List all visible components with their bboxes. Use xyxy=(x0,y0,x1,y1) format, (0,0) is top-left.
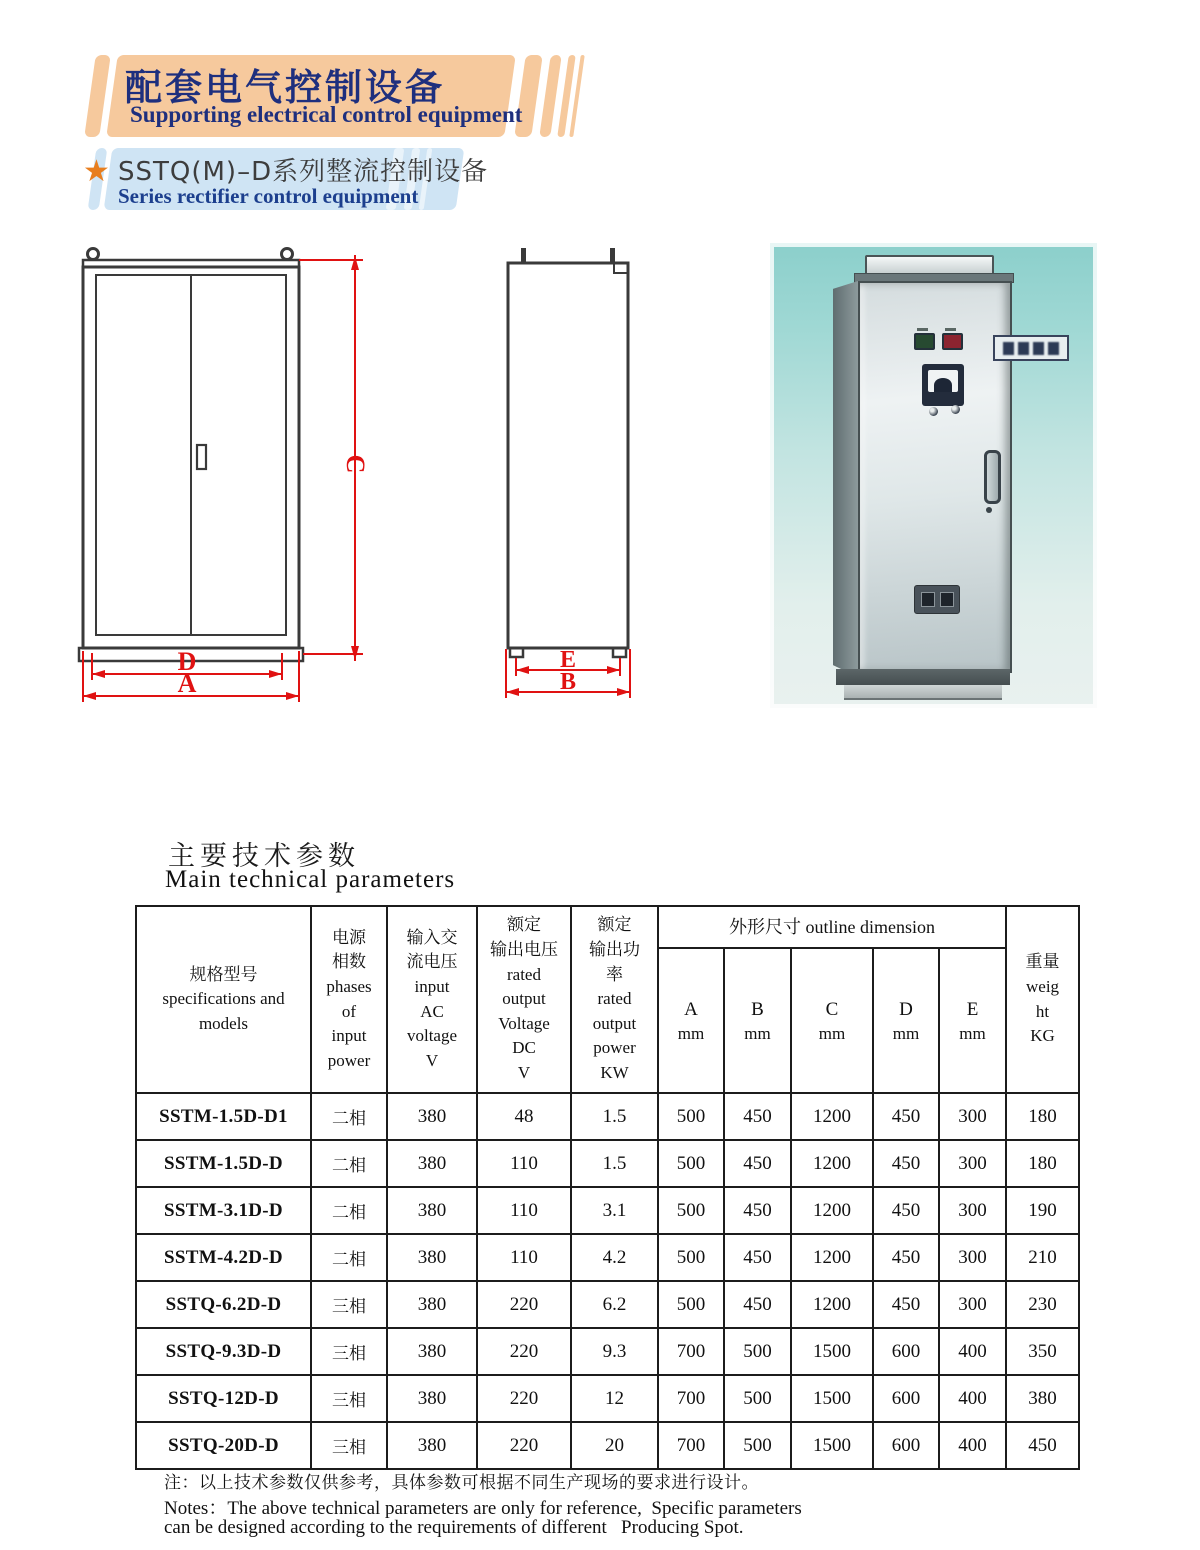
model-cell: SSTM-1.5D-D xyxy=(136,1140,311,1187)
section-title-en: Main technical parameters xyxy=(165,866,456,893)
front-view-drawing xyxy=(60,240,380,710)
col-header-input-voltage: 输入交 流电压 input AC voltage V xyxy=(387,906,477,1093)
table-row: SSTQ-12D-D 三相 380 220 12 700 500 1500 600 400 380 xyxy=(136,1375,1079,1422)
model-cell: SSTQ-20D-D xyxy=(136,1422,311,1469)
col-header-dim-a: A mm xyxy=(658,948,724,1093)
col-header-dim-b: B mm xyxy=(724,948,791,1093)
green-indicator-button xyxy=(914,333,935,350)
model-cell: SSTQ-12D-D xyxy=(136,1375,311,1422)
meter-arc xyxy=(934,378,952,392)
table-row: SSTQ-6.2D-D 三相 380 220 6.2 500 450 1200 450 300 230 xyxy=(136,1281,1079,1328)
col-header-output-voltage: 额定 输出电压 rated output Voltage DC V xyxy=(477,906,571,1093)
model-cell: SSTQ-9.3D-D xyxy=(136,1328,311,1375)
cabinet-side-body xyxy=(508,263,628,648)
door-handle xyxy=(984,450,1001,504)
label-mark xyxy=(945,328,956,331)
red-indicator-button xyxy=(942,333,963,350)
model-cell: SSTM-3.1D-D xyxy=(136,1187,311,1234)
knob xyxy=(929,407,938,416)
dim-label-e: E xyxy=(559,647,577,673)
nameplate-glyph xyxy=(1033,342,1044,355)
col-header-phases: 电源 相数 phases of input power xyxy=(311,906,387,1093)
plate-glyph xyxy=(940,592,954,607)
banner-stripe xyxy=(84,55,111,137)
table-row: SSTM-4.2D-D 二相 380 110 4.2 500 450 1200 450 300 210 xyxy=(136,1234,1079,1281)
label-mark xyxy=(917,328,928,331)
section-title-cn: 主要技术参数 xyxy=(168,841,360,872)
nameplate-glyph xyxy=(1003,342,1014,355)
lock-dot xyxy=(986,507,992,513)
note-en-line1: Notes：The above technical parameters are only for reference, Specific parameters xyxy=(164,1498,802,1519)
model-cell: SSTM-1.5D-D1 xyxy=(136,1093,311,1140)
dim-label-b: B xyxy=(559,669,577,695)
model-cell: SSTM-4.2D-D xyxy=(136,1234,311,1281)
dim-label-c: C xyxy=(341,454,370,474)
page-title: 配套电气控制设备 xyxy=(125,66,445,109)
table-row: SSTM-3.1D-D 二相 380 110 3.1 500 450 1200 450 300 190 xyxy=(136,1187,1079,1234)
lifting-eye-icon xyxy=(282,249,293,260)
table-row: SSTM-1.5D-D1 二相 380 48 1.5 500 450 1200 450 300 180 xyxy=(136,1093,1079,1140)
dimension-arrows xyxy=(83,256,359,700)
star-icon: ★ xyxy=(83,154,110,189)
col-header-model: 规格型号 specifications and models xyxy=(136,906,311,1093)
col-header-dim-d: D mm xyxy=(873,948,939,1093)
note-cn: 注：以上技术参数仅供参考，具体参数可根据不同生产现场的要求进行设计。 xyxy=(164,1473,759,1493)
col-header-dim-c: C mm xyxy=(791,948,873,1093)
nameplate-glyph xyxy=(1018,342,1029,355)
cabinet-front-panel xyxy=(858,281,1012,673)
cabinet-side-panel xyxy=(833,281,858,677)
nameplate xyxy=(993,335,1069,361)
bottom-label-plate xyxy=(914,585,960,614)
cabinet-plinth xyxy=(836,669,1010,685)
series-banner xyxy=(75,148,495,210)
lifting-eye-icon xyxy=(88,249,99,260)
parameters-table xyxy=(135,905,1080,1470)
plate-glyph xyxy=(921,592,935,607)
series-title-en: Series rectifier control equipment xyxy=(118,184,419,208)
door-handle xyxy=(197,445,206,469)
header-banner xyxy=(75,55,595,137)
cabinet-plinth-step xyxy=(844,685,1002,700)
col-header-output-power: 额定 输出功 率 rated output power KW xyxy=(571,906,658,1093)
note-en-line2: can be designed according to the requirements of different Producing Spot. xyxy=(164,1517,744,1538)
model-cell: SSTQ-6.2D-D xyxy=(136,1281,311,1328)
col-header-outline-dimension: 外形尺寸 outline dimension xyxy=(658,906,1006,948)
meter-face xyxy=(928,370,958,392)
table-row: SSTM-1.5D-D 二相 380 110 1.5 500 450 1200 450 300 180 xyxy=(136,1140,1079,1187)
series-title: SSTQ(M)–D系列整流控制设备 xyxy=(118,157,489,187)
panel-meter xyxy=(922,364,964,406)
table-row: SSTQ-9.3D-D 三相 380 220 9.3 700 500 1500 600 400 350 xyxy=(136,1328,1079,1375)
side-view-drawing xyxy=(480,240,650,710)
page-subtitle: Supporting electrical control equipment xyxy=(130,102,523,127)
col-header-dim-e: E mm xyxy=(939,948,1006,1093)
knob xyxy=(951,405,960,414)
col-header-weight: 重量 weig ht KG xyxy=(1006,906,1079,1093)
nameplate-glyph xyxy=(1048,342,1059,355)
dim-label-a: A xyxy=(177,669,197,698)
table-row: SSTQ-20D-D 三相 380 220 20 700 500 1500 600 400 450 xyxy=(136,1422,1079,1469)
dim-label-d: D xyxy=(177,647,197,676)
product-photo xyxy=(770,243,1097,708)
